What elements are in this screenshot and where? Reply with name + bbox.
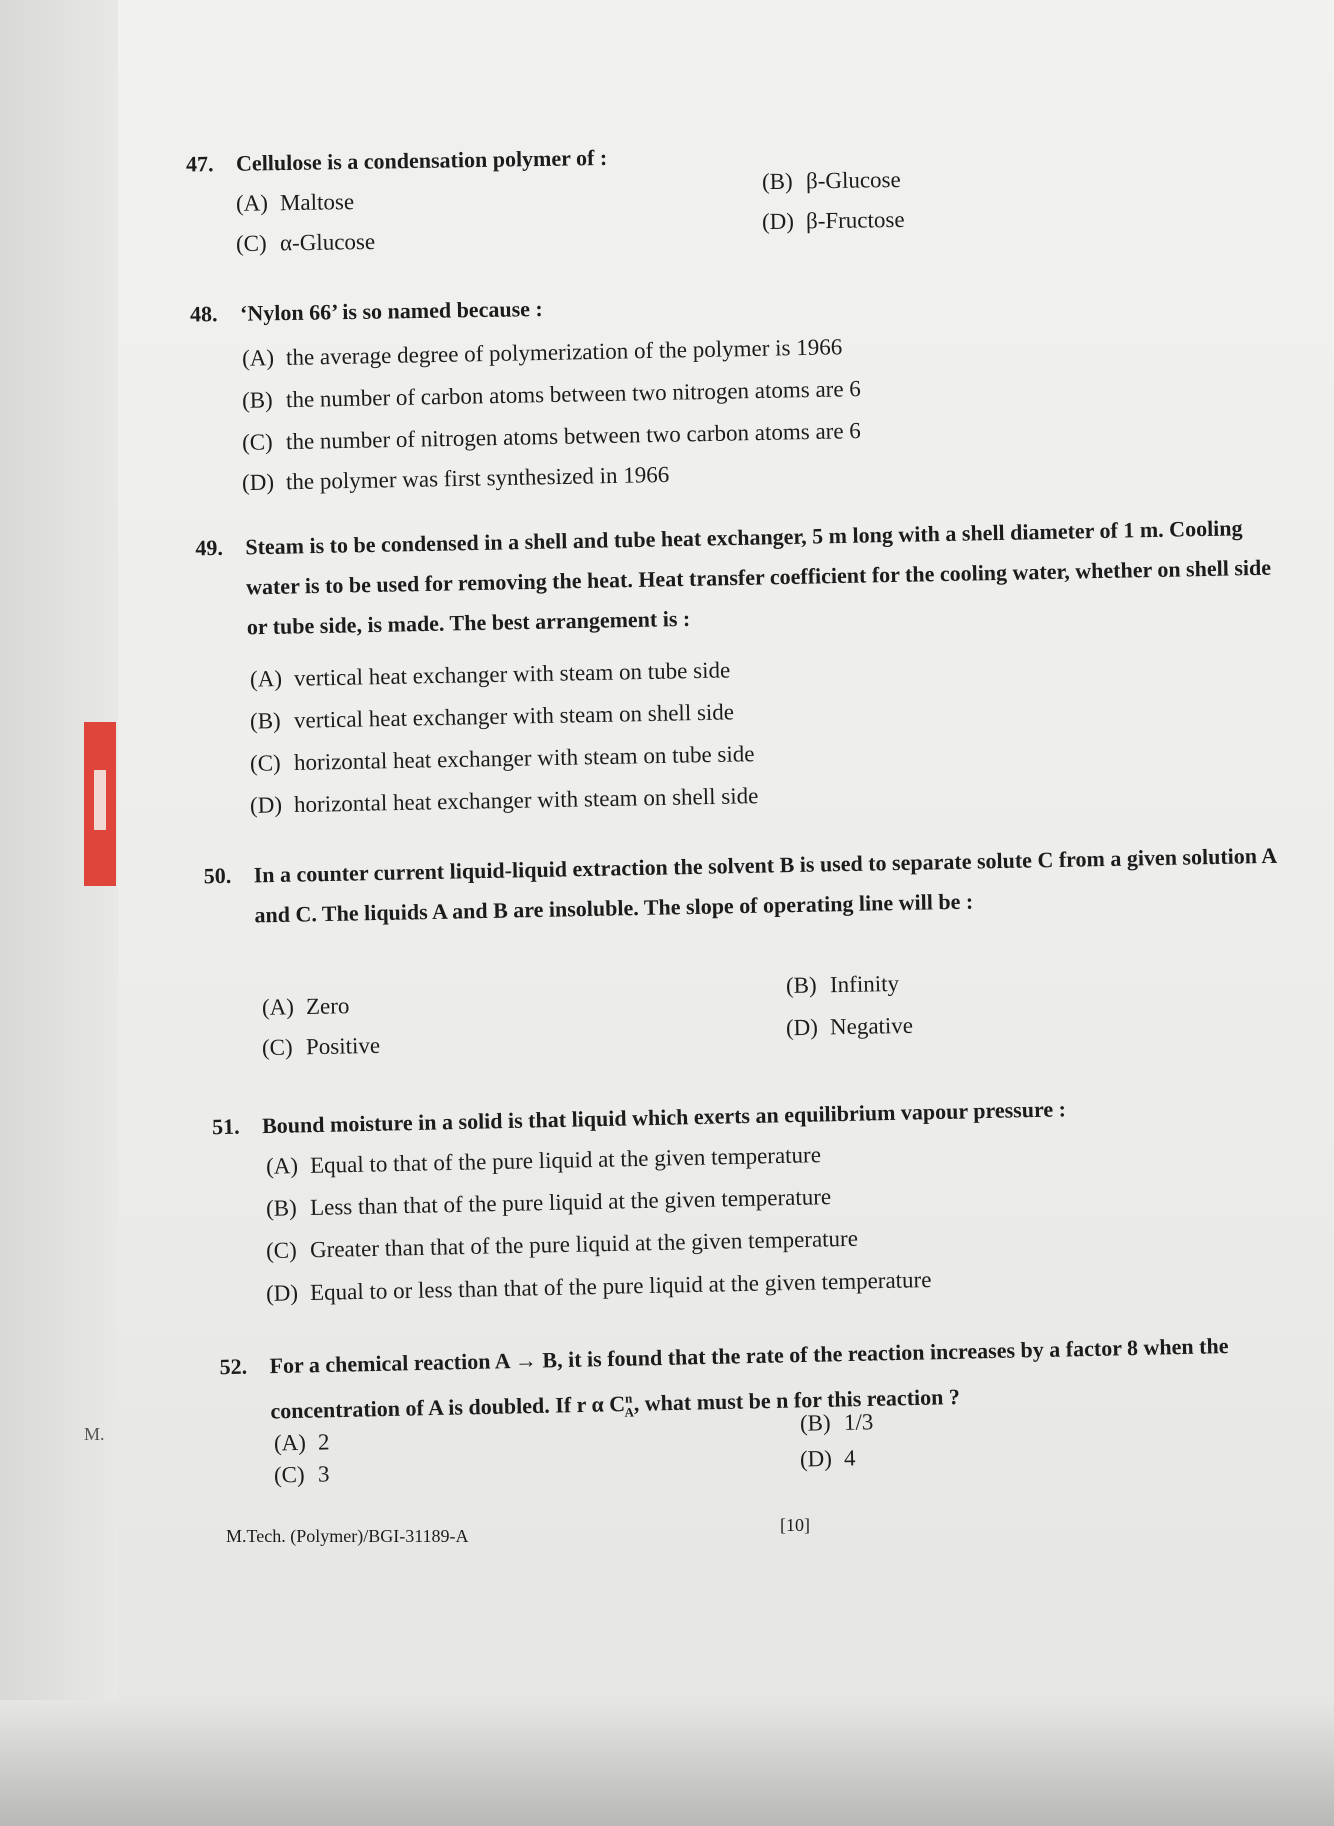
option-47-a: [236, 189, 355, 217]
question-stem: ‘Nylon 66’ is so named because :: [239, 296, 543, 326]
option-label: (B): [799, 1410, 831, 1436]
option-label: (A): [265, 1153, 299, 1179]
option-47-c: [236, 229, 375, 257]
option-49-c: [250, 741, 755, 777]
option-52-d: [800, 1445, 856, 1472]
option-text: Less than that of the pure liquid at the given temperature: [309, 1184, 832, 1220]
option-label: (D): [241, 469, 275, 496]
option-label: (A): [261, 994, 295, 1020]
question-number: 49.: [195, 534, 224, 561]
option-52-a: [274, 1429, 330, 1456]
option-label: (B): [249, 708, 281, 734]
option-48-a: [242, 334, 843, 372]
option-text: Equal to that of the pure liquid at the given temperature: [309, 1142, 822, 1178]
option-50-b: [786, 971, 899, 999]
option-label: (B): [761, 168, 793, 195]
option-51-c: [266, 1226, 858, 1264]
question-stem: [269, 1325, 1291, 1440]
option-label: (C): [273, 1461, 305, 1488]
page-number: [10]: [780, 1515, 810, 1535]
option-49-d: [250, 783, 759, 819]
option-47-b: [762, 167, 901, 195]
option-51-d: [266, 1267, 932, 1307]
option-label: (B): [241, 387, 273, 413]
question-47: [186, 127, 1276, 184]
question-49: [195, 508, 1277, 649]
option-label: (D): [785, 1014, 819, 1041]
question-52: [219, 1325, 1291, 1441]
option-label: (C): [249, 750, 281, 776]
option-label: (C): [241, 429, 273, 455]
subscript-a: A: [624, 1404, 635, 1420]
option-text: horizontal heat exchanger with steam on tube side: [293, 741, 755, 775]
option-text: vertical heat exchanger with steam on shell side: [293, 699, 735, 733]
option-text: Greater than that of the pure liquid at the given temperature: [309, 1225, 859, 1263]
margin-mark: M.: [84, 1424, 105, 1444]
option-text: horizontal heat exchanger with steam on shell side: [293, 783, 759, 818]
option-text: the polymer was first synthesized in 1966: [285, 461, 670, 495]
option-text: Maltose: [279, 189, 355, 216]
option-text: Infinity: [829, 970, 900, 998]
option-label: (C): [235, 230, 267, 257]
option-52-b: [800, 1409, 874, 1437]
question-stem: Steam is to be condensed in a shell and tube heat exchanger, 5 m long with a shell diameter of 1 m. Cooling water is to be used for removing the heat. Heat transfer coefficient for the cooling water, whether on shell side or tube side, is made. The best arrangement is :: [245, 515, 1272, 640]
question-stem: In a counter current liquid-liquid extraction the solvent B is used to separate solute C from a given solution A and C. The liquids A and B are insoluble. The slope of operating line will be :: [253, 842, 1277, 928]
option-49-b: [250, 699, 734, 734]
option-text: β-Glucose: [805, 166, 901, 194]
option-label: (D): [761, 208, 795, 235]
option-text: vertical heat exchanger with steam on tube side: [293, 657, 731, 691]
option-text: the number of carbon atoms between two nitrogen atoms are 6: [285, 376, 862, 413]
option-text: the number of nitrogen atoms between two carbon atoms are 6: [285, 418, 862, 455]
option-text: 3: [317, 1461, 330, 1487]
option-text: Negative: [829, 1012, 914, 1040]
option-text: β-Fructose: [805, 206, 905, 234]
question-number: 47.: [185, 151, 214, 177]
question-50: [203, 836, 1284, 937]
option-52-c: [274, 1461, 330, 1488]
paper-code: M.Tech. (Polymer)/BGI-31189-A: [226, 1526, 469, 1546]
question-number: 48.: [189, 301, 218, 327]
question-number: 50.: [203, 862, 232, 889]
option-text: 1/3: [843, 1409, 874, 1435]
option-label: (D): [799, 1445, 833, 1472]
option-48-b: [242, 376, 861, 414]
stem-text-end: , what must be n for this reaction ?: [633, 1384, 961, 1416]
option-49-a: [250, 657, 731, 692]
option-50-c: [262, 1033, 381, 1061]
option-47-d: [762, 207, 905, 235]
option-text: 4: [843, 1445, 856, 1471]
question-number: 51.: [211, 1113, 240, 1140]
option-label: (A): [273, 1429, 307, 1456]
option-label: (D): [265, 1280, 299, 1306]
option-48-d: [242, 462, 670, 496]
option-51-b: [266, 1184, 832, 1222]
option-label: (B): [265, 1195, 297, 1221]
option-50-d: [786, 1013, 913, 1041]
option-50-a: [262, 993, 350, 1021]
option-48-c: [242, 418, 861, 456]
stem-text: For a chemical reaction A → B, it is found that the rate of the reaction increases by a factor 8 when the concentration of A is doubled. If r α C: [269, 1333, 1229, 1424]
option-label: (A): [249, 665, 283, 692]
option-text: 2: [317, 1429, 330, 1455]
option-label: (C): [261, 1034, 293, 1061]
question-stem: Cellulose is a condensation polymer of :: [235, 144, 608, 176]
option-label: (A): [241, 345, 275, 371]
option-text: Equal to or less than that of the pure liquid at the given temperature: [309, 1267, 932, 1306]
question-48: [190, 277, 1280, 334]
question-number: 52.: [219, 1353, 248, 1380]
option-51-a: [266, 1142, 821, 1180]
question-51: [212, 1085, 1283, 1147]
option-text: the average degree of polymerization of the polymer is 1966: [285, 334, 843, 370]
option-label: (B): [785, 972, 817, 999]
option-text: α-Glucose: [279, 228, 376, 256]
question-stem: Bound moisture in a solid is that liquid which exerts an equilibrium vapour pressure :: [261, 1096, 1067, 1139]
exponent-n: n: [624, 1390, 633, 1406]
option-label: (D): [249, 792, 283, 818]
option-text: Positive: [305, 1032, 381, 1060]
option-label: (C): [265, 1237, 297, 1264]
option-text: Zero: [305, 993, 350, 1019]
option-label: (A): [235, 190, 269, 216]
